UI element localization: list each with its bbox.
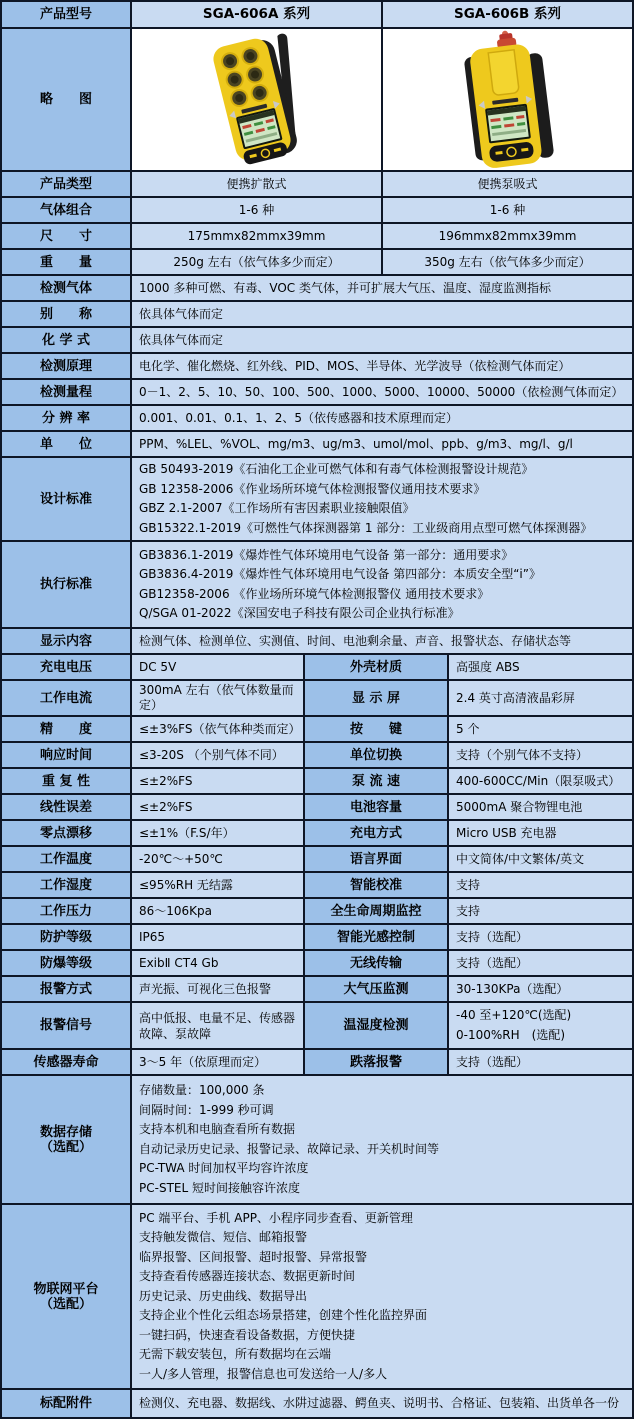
table-row <box>2 1003 632 1048</box>
device-b-image-cell <box>383 29 632 170</box>
row-label-line: 数据存储 <box>39 1124 92 1140</box>
row-label: 无线传输 <box>305 951 447 975</box>
row-label: 电池容量 <box>305 795 447 819</box>
table-row <box>2 795 632 819</box>
table-row <box>2 198 632 222</box>
row-value: 高中低报、电量不足、传感器故障、泵故障 <box>132 1003 303 1048</box>
header-product-model-label: 产品型号 <box>2 2 130 27</box>
table-row <box>2 302 632 326</box>
table-row <box>2 406 632 430</box>
row-value: 依具体气体而定 <box>132 328 632 352</box>
value-line: 历史记录、历史曲线、数据导出 <box>139 1288 308 1303</box>
row-value: DC 5V <box>132 655 303 679</box>
row-label: 重 复 性 <box>2 769 130 793</box>
row-value: 支持（选配） <box>449 925 632 949</box>
row-value: 30-130KPa（选配） <box>449 977 632 1001</box>
row-label: 防爆等级 <box>2 951 130 975</box>
row-label: 全生命周期监控 <box>305 899 447 923</box>
row-value-a: 1-6 种 <box>132 198 381 222</box>
row-label-line: （选配） <box>39 1139 92 1155</box>
execution-standards-row <box>2 542 632 627</box>
row-value: ≤95%RH 无结露 <box>132 873 303 897</box>
row-label: 线性误差 <box>2 795 130 819</box>
row-label: 标配附件 <box>2 1390 130 1417</box>
execution-standards-list <box>132 542 632 627</box>
device-a-image-cell <box>132 29 381 170</box>
value-line: -40 至+120℃(选配) <box>456 1008 572 1022</box>
row-value-a: 便携扩散式 <box>132 172 381 196</box>
row-label: 精 度 <box>2 717 130 741</box>
table-row <box>2 1050 632 1074</box>
row-label: 气体组合 <box>2 198 130 222</box>
value-line: 支持查看传感器连接状态、数据更新时间 <box>139 1269 356 1284</box>
table-row <box>2 328 632 352</box>
row-label: 智能光感控制 <box>305 925 447 949</box>
row-label: 温湿度检测 <box>305 1003 447 1048</box>
row-value: ExibⅡ CT4 Gb <box>132 951 303 975</box>
standard-line: GB15322.1-2019《可燃性气体探测器第 1 部分：工业级商用点型可燃气体探测器》 <box>139 520 593 535</box>
row-value: 检测仪、充电器、数据线、水阱过滤器、鳄鱼夹、说明书、合格证、包装箱、出货单各一份 <box>132 1390 632 1417</box>
row-value: 400-600CC/Min（限泵吸式） <box>449 769 632 793</box>
row-value: 5 个 <box>449 717 632 741</box>
row-label: 重 量 <box>2 250 130 274</box>
row-label <box>2 1205 130 1388</box>
table-row <box>2 224 632 248</box>
row-label: 按 键 <box>305 717 447 741</box>
row-value: 电化学、催化燃烧、红外线、PID、MOS、半导体、光学波导（依检测气体而定） <box>132 354 632 378</box>
row-value: ≤±1%（F.S/年） <box>132 821 303 845</box>
value-line: 支持本机和电脑查看所有数据 <box>139 1122 296 1136</box>
row-value-b: 196mmx82mmx39mm <box>383 224 632 248</box>
table-row <box>2 977 632 1001</box>
value-line: 自动记录历史记录、报警记录、故障记录、开关机时间等 <box>139 1141 440 1156</box>
row-label: 检测原理 <box>2 354 130 378</box>
row-label: 工作温度 <box>2 847 130 871</box>
row-value: 高强度 ABS <box>449 655 632 679</box>
row-label: 单位切换 <box>305 743 447 767</box>
data-storage-row <box>2 1076 632 1203</box>
header-series-b: SGA-606B 系列 <box>383 2 632 27</box>
table-row <box>2 899 632 923</box>
value-line: 临界报警、区间报警、超时报警、异常报警 <box>139 1249 368 1264</box>
table-row <box>2 769 632 793</box>
row-label: 零点漂移 <box>2 821 130 845</box>
row-label: 充电电压 <box>2 655 130 679</box>
value-line: 支持企业个性化云组态场景搭建，创建个性化监控界面 <box>139 1308 428 1323</box>
row-label: 外壳材质 <box>305 655 447 679</box>
row-value: 86～106Kpa <box>132 899 303 923</box>
sketch-row <box>2 29 632 170</box>
table-row <box>2 847 632 871</box>
row-value: 0.001、0.01、0.1、1、2、5（依传感器和技术原理而定） <box>132 406 632 430</box>
value-line: PC-TWA 时间加权平均容许浓度 <box>139 1161 309 1175</box>
row-label: 单 位 <box>2 432 130 456</box>
row-label: 分 辨 率 <box>2 406 130 430</box>
table-row <box>2 717 632 741</box>
row-value: 检测气体、检测单位、实测值、时间、电池剩余量、声音、报警状态、存储状态等 <box>132 629 632 653</box>
row-value: 5000mA 聚合物锂电池 <box>449 795 632 819</box>
row-value: 支持（个别气体不支持） <box>449 743 632 767</box>
row-value: 支持 <box>449 899 632 923</box>
row-label-line: （选配） <box>39 1296 92 1312</box>
row-value: IP65 <box>132 925 303 949</box>
row-label: 尺 寸 <box>2 224 130 248</box>
row-value: 支持（选配） <box>449 1050 632 1074</box>
table-header-row <box>2 2 632 27</box>
table-row <box>2 380 632 404</box>
row-value <box>449 1003 632 1048</box>
row-label: 大气压监测 <box>305 977 447 1001</box>
row-label: 工作湿度 <box>2 873 130 897</box>
row-label: 产品类型 <box>2 172 130 196</box>
table-row <box>2 873 632 897</box>
value-line: 无需下载安装包，所有数据均在云端 <box>139 1347 332 1362</box>
row-value: 支持（选配） <box>449 951 632 975</box>
row-label: 工作电流 <box>2 681 130 715</box>
data-storage-list <box>132 1076 632 1203</box>
row-value: 中文简体/中文繁体/英文 <box>449 847 632 871</box>
standard-line: GB3836.1-2019《爆炸性气体环境用电气设备 第一部分：通用要求》 <box>139 547 514 562</box>
table-row <box>2 629 632 653</box>
row-value-a: 250g 左右（依气体多少而定） <box>132 250 381 274</box>
row-label: 语言界面 <box>305 847 447 871</box>
row-value: 支持 <box>449 873 632 897</box>
row-label: 检测气体 <box>2 276 130 300</box>
standard-line: Q/SGA 01-2022《深国安电子科技有限公司企业执行标准》 <box>139 606 460 620</box>
row-label: 检测量程 <box>2 380 130 404</box>
row-label: 报警方式 <box>2 977 130 1001</box>
row-label: 显示内容 <box>2 629 130 653</box>
value-line: 存储数量：100,000 条 <box>139 1083 265 1097</box>
row-label: 防护等级 <box>2 925 130 949</box>
iot-platform-list <box>132 1205 632 1388</box>
row-value-b: 350g 左右（依气体多少而定） <box>383 250 632 274</box>
row-label: 化 学 式 <box>2 328 130 352</box>
value-line: 一键扫码，快速查看设备数据，方便快捷 <box>139 1327 356 1342</box>
row-value: 依具体气体而定 <box>132 302 632 326</box>
row-value-b: 便携泵吸式 <box>383 172 632 196</box>
design-standards-row <box>2 458 632 540</box>
row-label-line: 物联网平台 <box>33 1281 99 1297</box>
row-value-b: 1-6 种 <box>383 198 632 222</box>
row-value: ≤3-20S （个别气体不同） <box>132 743 303 767</box>
header-series-a: SGA-606A 系列 <box>132 2 381 27</box>
table-row <box>2 354 632 378</box>
device-a-image <box>132 29 381 170</box>
row-value: 声光振、可视化三色报警 <box>132 977 303 1001</box>
table-row <box>2 276 632 300</box>
value-line: PC-STEL 短时间接触容许浓度 <box>139 1180 300 1195</box>
standard-line: GB 50493-2019《石油化工企业可燃气体和有毒气体检测报警设计规范》 <box>139 462 534 476</box>
row-value: 3～5 年（依原理而定） <box>132 1050 303 1074</box>
table-row <box>2 172 632 196</box>
iot-platform-row <box>2 1205 632 1388</box>
row-label: 报警信号 <box>2 1003 130 1048</box>
row-label <box>2 1076 130 1203</box>
table-row <box>2 432 632 456</box>
table-row <box>2 681 632 715</box>
table-row <box>2 925 632 949</box>
row-label: 泵 流 速 <box>305 769 447 793</box>
row-label: 设计标准 <box>2 458 130 540</box>
sketch-label: 略 图 <box>2 29 130 170</box>
accessories-row <box>2 1390 632 1417</box>
row-value: 1000 多种可燃、有毒、VOC 类气体，并可扩展大气压、温度、湿度监测指标 <box>132 276 632 300</box>
row-value-a: 175mmx82mmx39mm <box>132 224 381 248</box>
row-value: -20℃～+50℃ <box>132 847 303 871</box>
table-row <box>2 655 632 679</box>
value-line: 一人/多人管理，报警信息也可发送给一人/多人 <box>139 1366 388 1381</box>
table-row <box>2 951 632 975</box>
row-label: 充电方式 <box>305 821 447 845</box>
row-label: 工作压力 <box>2 899 130 923</box>
row-label: 传感器寿命 <box>2 1050 130 1074</box>
row-value: PPM、%LEL、%VOL、mg/m3、ug/m3、umol/mol、ppb、g/m3、mg/l、g/l <box>132 432 632 456</box>
row-value: ≤±2%FS <box>132 769 303 793</box>
row-label: 显 示 屏 <box>305 681 447 715</box>
row-label: 别 称 <box>2 302 130 326</box>
table-row <box>2 821 632 845</box>
row-label: 响应时间 <box>2 743 130 767</box>
row-value: Micro USB 充电器 <box>449 821 632 845</box>
device-b-image <box>383 29 632 170</box>
row-label: 智能校准 <box>305 873 447 897</box>
value-line: 支持触发微信、短信、邮箱报警 <box>139 1230 308 1245</box>
design-standards-list <box>132 458 632 540</box>
row-value: 300mA 左右（依气体数量而定） <box>132 681 303 715</box>
value-line: 间隔时间：1-999 秒可调 <box>139 1102 274 1117</box>
row-value: ≤±2%FS <box>132 795 303 819</box>
standard-line: GB 12358-2006《作业场所环境气体检测报警仪通用技术要求》 <box>139 481 486 496</box>
table-row <box>2 250 632 274</box>
row-value: ≤±3%FS（依气体种类而定） <box>132 717 303 741</box>
row-label: 跌落报警 <box>305 1050 447 1074</box>
standard-line: GB12358-2006 《作业场所环境气体检测报警仪 通用技术要求》 <box>139 586 490 601</box>
row-value: 2.4 英寸高清液晶彩屏 <box>449 681 632 715</box>
standard-line: GB3836.4-2019《爆炸性气体环境用电气设备 第四部分：本质安全型“i”》 <box>139 567 541 581</box>
value-line: PC 端平台、手机 APP、小程序同步查看、更新管理 <box>139 1210 413 1225</box>
row-value: 0－1、2、5、10、50、100、500、1000、5000、10000、50000（依检测气体而定） <box>132 380 632 404</box>
table-row <box>2 743 632 767</box>
value-line: 0-100%RH (选配) <box>456 1027 565 1042</box>
row-label: 执行标准 <box>2 542 130 627</box>
standard-line: GBZ 2.1-2007《工作场所有害因素职业接触限值》 <box>139 501 415 515</box>
